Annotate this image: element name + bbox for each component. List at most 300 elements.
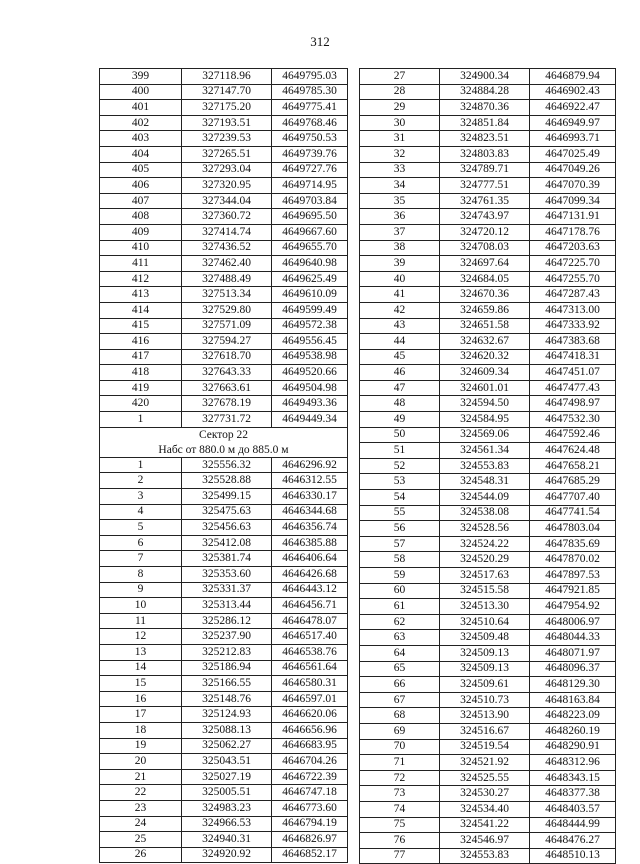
sector-subtitle: Набс от 880.0 м до 885.0 м [100, 442, 348, 457]
point-number: 6 [100, 535, 182, 551]
coordinate-x: 324520.29 [440, 552, 530, 568]
table-row [100, 567, 348, 583]
coordinate-y: 4646443.12 [272, 582, 348, 598]
table-row [100, 100, 348, 116]
coordinate-x: 324548.31 [440, 474, 530, 490]
point-number: 19 [100, 738, 182, 754]
coordinate-x: 324983.23 [182, 800, 272, 816]
coordinate-x: 327118.96 [182, 69, 272, 85]
table-row [360, 365, 616, 381]
table-row [100, 473, 348, 489]
table-row [100, 84, 348, 100]
coordinate-x: 324632.67 [440, 334, 530, 350]
table-row [360, 723, 616, 739]
point-number: 418 [100, 365, 182, 381]
point-number: 64 [360, 645, 440, 661]
point-number: 73 [360, 786, 440, 802]
coordinate-y: 4648403.57 [530, 801, 616, 817]
coordinate-x: 325005.51 [182, 785, 272, 801]
coordinate-y: 4649640.98 [272, 256, 348, 272]
point-number: 420 [100, 396, 182, 412]
coordinate-x: 324541.22 [440, 817, 530, 833]
table-row [100, 644, 348, 660]
coordinate-y: 4647049.26 [530, 162, 616, 178]
point-number: 77 [360, 848, 440, 864]
point-number: 32 [360, 146, 440, 162]
point-number: 41 [360, 287, 440, 303]
point-number: 25 [100, 832, 182, 848]
coordinate-y: 4649695.50 [272, 209, 348, 225]
point-number: 44 [360, 334, 440, 350]
coordinate-x: 324509.13 [440, 645, 530, 661]
coordinate-x: 327265.51 [182, 146, 272, 162]
table-row [100, 613, 348, 629]
coordinate-y: 4649739.76 [272, 146, 348, 162]
coordinate-x: 324601.01 [440, 380, 530, 396]
coordinate-y: 4649610.09 [272, 287, 348, 303]
point-number: 7 [100, 551, 182, 567]
coordinate-y: 4649504.98 [272, 380, 348, 396]
coordinate-x: 324659.86 [440, 302, 530, 318]
coordinate-x: 324743.97 [440, 209, 530, 225]
table-row [100, 334, 348, 350]
coordinate-x: 324620.32 [440, 349, 530, 365]
coordinate-y: 4647897.53 [530, 568, 616, 584]
coordinate-y: 4648129.30 [530, 677, 616, 693]
table-row [100, 115, 348, 131]
coordinate-y: 4647203.63 [530, 240, 616, 256]
coordinate-x: 324516.67 [440, 723, 530, 739]
point-number: 54 [360, 490, 440, 506]
table-row [360, 614, 616, 630]
point-number: 76 [360, 833, 440, 849]
coordinate-y: 4647178.76 [530, 224, 616, 240]
table-row [100, 240, 348, 256]
coordinate-x: 325237.90 [182, 629, 272, 645]
coordinate-x: 327529.80 [182, 302, 272, 318]
table-row [100, 131, 348, 147]
table-row [100, 738, 348, 754]
coordinate-y: 4646356.74 [272, 520, 348, 536]
point-number: 50 [360, 427, 440, 443]
coordinate-x: 324940.31 [182, 832, 272, 848]
coordinate-y: 4648096.37 [530, 661, 616, 677]
point-number: 42 [360, 302, 440, 318]
point-number: 46 [360, 365, 440, 381]
coordinate-x: 327239.53 [182, 131, 272, 147]
table-row [100, 193, 348, 209]
coordinate-x: 327320.95 [182, 178, 272, 194]
table-row [100, 412, 348, 428]
coordinate-y: 4648476.27 [530, 833, 616, 849]
coordinate-y: 4646704.26 [272, 754, 348, 770]
table-row [360, 334, 616, 350]
point-number: 45 [360, 349, 440, 365]
table-row [360, 801, 616, 817]
coordinate-y: 4648312.96 [530, 755, 616, 771]
coordinate-y: 4646312.55 [272, 473, 348, 489]
point-number: 402 [100, 115, 182, 131]
coordinate-y: 4649775.41 [272, 100, 348, 116]
point-number: 401 [100, 100, 182, 116]
coordinate-x: 327643.33 [182, 365, 272, 381]
coordinate-x: 324509.61 [440, 677, 530, 693]
coordinate-y: 4647707.40 [530, 490, 616, 506]
table-row [100, 287, 348, 303]
point-number: 403 [100, 131, 182, 147]
point-number: 36 [360, 209, 440, 225]
coordinate-x: 324530.27 [440, 786, 530, 802]
coordinate-y: 4646879.94 [530, 69, 616, 85]
point-number: 20 [100, 754, 182, 770]
point-number: 38 [360, 240, 440, 256]
coordinate-y: 4646426.68 [272, 567, 348, 583]
table-row [100, 520, 348, 536]
point-number: 58 [360, 552, 440, 568]
point-number: 40 [360, 271, 440, 287]
coordinate-x: 324553.83 [440, 458, 530, 474]
coordinate-y: 4649625.49 [272, 271, 348, 287]
table-row [100, 380, 348, 396]
point-number: 11 [100, 613, 182, 629]
table-row [360, 645, 616, 661]
point-number: 26 [100, 847, 182, 863]
coordinate-y: 4648444.99 [530, 817, 616, 833]
table-row [360, 224, 616, 240]
table-row [360, 583, 616, 599]
coordinate-y: 4649655.70 [272, 240, 348, 256]
table-row [100, 69, 348, 85]
coordinate-x: 324510.73 [440, 692, 530, 708]
coordinate-x: 325148.76 [182, 691, 272, 707]
coordinate-y: 4646580.31 [272, 676, 348, 692]
table-row [360, 178, 616, 194]
point-number: 16 [100, 691, 182, 707]
table-row [360, 770, 616, 786]
coordinate-x: 324920.92 [182, 847, 272, 863]
point-number: 27 [360, 69, 440, 85]
coordinate-x: 324509.13 [440, 661, 530, 677]
table-row [100, 691, 348, 707]
coordinate-y: 4648223.09 [530, 708, 616, 724]
table-row [360, 786, 616, 802]
point-number: 414 [100, 302, 182, 318]
coordinate-y: 4648163.84 [530, 692, 616, 708]
table-row [100, 598, 348, 614]
table-row [100, 146, 348, 162]
point-number: 15 [100, 676, 182, 692]
table-row [100, 489, 348, 505]
point-number: 24 [100, 816, 182, 832]
coordinate-x: 325381.74 [182, 551, 272, 567]
table-row [360, 739, 616, 755]
coordinate-y: 4647921.85 [530, 583, 616, 599]
point-number: 48 [360, 396, 440, 412]
table-row [100, 271, 348, 287]
coordinate-y: 4649520.66 [272, 365, 348, 381]
coordinate-x: 325353.60 [182, 567, 272, 583]
table-row [360, 443, 616, 459]
point-number: 23 [100, 800, 182, 816]
table-row [360, 817, 616, 833]
coordinate-y: 4646656.96 [272, 722, 348, 738]
point-number: 2 [100, 473, 182, 489]
coordinate-x: 324789.71 [440, 162, 530, 178]
right-table-rows [360, 69, 616, 864]
coordinate-x: 324544.09 [440, 490, 530, 506]
coordinate-x: 324510.64 [440, 614, 530, 630]
table-row [360, 552, 616, 568]
point-number: 419 [100, 380, 182, 396]
coordinate-x: 327678.19 [182, 396, 272, 412]
table-row [360, 131, 616, 147]
point-number: 60 [360, 583, 440, 599]
point-number: 37 [360, 224, 440, 240]
table-row [100, 318, 348, 334]
coordinate-y: 4649703.84 [272, 193, 348, 209]
table-row [360, 209, 616, 225]
sector-title-row [100, 427, 348, 442]
coordinate-x: 327663.61 [182, 380, 272, 396]
coordinate-x: 324900.34 [440, 69, 530, 85]
coordinate-x: 324517.63 [440, 568, 530, 584]
coordinate-x: 327175.20 [182, 100, 272, 116]
coordinate-x: 324851.84 [440, 115, 530, 131]
point-number: 59 [360, 568, 440, 584]
coordinate-y: 4646747.18 [272, 785, 348, 801]
table-row [100, 722, 348, 738]
point-number: 35 [360, 193, 440, 209]
point-number: 47 [360, 380, 440, 396]
point-number: 69 [360, 723, 440, 739]
coordinate-x: 324594.50 [440, 396, 530, 412]
coordinate-x: 327193.51 [182, 115, 272, 131]
coordinate-y: 4646993.71 [530, 131, 616, 147]
coordinate-y: 4649493.36 [272, 396, 348, 412]
table-row [360, 380, 616, 396]
coordinate-x: 327360.72 [182, 209, 272, 225]
point-number: 10 [100, 598, 182, 614]
table-row [100, 832, 348, 848]
coordinate-x: 324777.51 [440, 178, 530, 194]
coordinate-y: 4646538.76 [272, 644, 348, 660]
point-number: 56 [360, 521, 440, 537]
sector-subtitle-row [100, 442, 348, 457]
coordinate-x: 324524.22 [440, 536, 530, 552]
table-row [360, 490, 616, 506]
coordinate-y: 4646561.64 [272, 660, 348, 676]
point-number: 39 [360, 256, 440, 272]
table-row [100, 224, 348, 240]
table-row [100, 847, 348, 863]
point-number: 4 [100, 504, 182, 520]
coordinate-x: 324521.92 [440, 755, 530, 771]
table-row [360, 677, 616, 693]
coordinate-y: 4649538.98 [272, 349, 348, 365]
coordinate-y: 4647835.69 [530, 536, 616, 552]
coordinate-y: 4649768.46 [272, 115, 348, 131]
point-number: 71 [360, 755, 440, 771]
coordinate-x: 325331.37 [182, 582, 272, 598]
coordinate-x: 324870.36 [440, 100, 530, 116]
table-row [100, 365, 348, 381]
coordinate-y: 4647741.54 [530, 505, 616, 521]
coordinate-x: 324966.53 [182, 816, 272, 832]
table-row [100, 676, 348, 692]
coordinate-y: 4648343.15 [530, 770, 616, 786]
table-row [100, 629, 348, 645]
coordinate-x: 325166.55 [182, 676, 272, 692]
coordinate-x: 325313.44 [182, 598, 272, 614]
coordinate-y: 4646296.92 [272, 457, 348, 473]
point-number: 5 [100, 520, 182, 536]
table-row [100, 754, 348, 770]
point-number: 28 [360, 84, 440, 100]
table-row [100, 816, 348, 832]
table-row [360, 412, 616, 428]
page-number: 312 [310, 34, 330, 49]
coordinate-x: 325043.51 [182, 754, 272, 770]
coordinates-table-right [359, 68, 616, 864]
coordinate-y: 4647099.34 [530, 193, 616, 209]
coordinate-x: 324513.90 [440, 708, 530, 724]
point-number: 52 [360, 458, 440, 474]
table-row [100, 504, 348, 520]
coordinate-y: 4649714.95 [272, 178, 348, 194]
table-row [360, 240, 616, 256]
coordinate-y: 4647333.92 [530, 318, 616, 334]
coordinate-x: 324553.83 [440, 848, 530, 864]
coordinate-y: 4649667.60 [272, 224, 348, 240]
coordinate-x: 327436.52 [182, 240, 272, 256]
coordinate-y: 4649795.03 [272, 69, 348, 85]
coordinate-y: 4647532.30 [530, 412, 616, 428]
table-row [360, 630, 616, 646]
point-number: 17 [100, 707, 182, 723]
point-number: 404 [100, 146, 182, 162]
coordinate-x: 325412.08 [182, 535, 272, 551]
coordinate-y: 4646949.97 [530, 115, 616, 131]
coordinate-x: 325286.12 [182, 613, 272, 629]
table-row [100, 256, 348, 272]
point-number: 68 [360, 708, 440, 724]
coordinate-y: 4649785.30 [272, 84, 348, 100]
table-row [360, 848, 616, 864]
table-row [100, 535, 348, 551]
coordinate-y: 4649599.49 [272, 302, 348, 318]
coordinate-x: 324823.51 [440, 131, 530, 147]
coordinate-x: 324513.30 [440, 599, 530, 615]
coordinate-x: 325475.63 [182, 504, 272, 520]
coordinate-y: 4646773.60 [272, 800, 348, 816]
table-row [100, 551, 348, 567]
coordinate-x: 325088.13 [182, 722, 272, 738]
table-row [100, 178, 348, 194]
table-row [100, 769, 348, 785]
coordinate-y: 4647131.91 [530, 209, 616, 225]
coordinate-x: 325556.32 [182, 457, 272, 473]
point-number: 34 [360, 178, 440, 194]
table-row [360, 302, 616, 318]
point-number: 408 [100, 209, 182, 225]
coordinate-y: 4648044.33 [530, 630, 616, 646]
coordinate-x: 327147.70 [182, 84, 272, 100]
left-table-rows-bottom [100, 457, 348, 862]
coordinate-y: 4647624.48 [530, 443, 616, 459]
coordinate-x: 327618.70 [182, 349, 272, 365]
table-row [100, 660, 348, 676]
coordinate-x: 324651.58 [440, 318, 530, 334]
coordinate-y: 4648006.97 [530, 614, 616, 630]
table-row [360, 568, 616, 584]
coordinate-y: 4646922.47 [530, 100, 616, 116]
coordinate-y: 4647498.97 [530, 396, 616, 412]
coordinate-x: 324884.28 [440, 84, 530, 100]
table-row [360, 84, 616, 100]
coordinate-x: 327344.04 [182, 193, 272, 209]
point-number: 61 [360, 599, 440, 615]
coordinate-y: 4647025.49 [530, 146, 616, 162]
coordinate-x: 327594.27 [182, 334, 272, 350]
table-row [100, 457, 348, 473]
coordinate-x: 327731.72 [182, 412, 272, 428]
table-row [360, 427, 616, 443]
point-number: 416 [100, 334, 182, 350]
coordinate-x: 324515.58 [440, 583, 530, 599]
point-number: 1 [100, 457, 182, 473]
point-number: 51 [360, 443, 440, 459]
coordinate-y: 4646826.97 [272, 832, 348, 848]
point-number: 67 [360, 692, 440, 708]
coordinate-y: 4649750.53 [272, 131, 348, 147]
coordinate-x: 327414.74 [182, 224, 272, 240]
point-number: 411 [100, 256, 182, 272]
point-number: 3 [100, 489, 182, 505]
coordinate-y: 4646683.95 [272, 738, 348, 754]
table-row [100, 800, 348, 816]
sector-title: Сектор 22 [100, 427, 348, 442]
point-number: 55 [360, 505, 440, 521]
point-number: 12 [100, 629, 182, 645]
point-number: 72 [360, 770, 440, 786]
coordinate-x: 324720.12 [440, 224, 530, 240]
point-number: 70 [360, 739, 440, 755]
coordinate-x: 324761.35 [440, 193, 530, 209]
coordinate-x: 324509.48 [440, 630, 530, 646]
coordinate-x: 324569.06 [440, 427, 530, 443]
coordinate-y: 4647870.02 [530, 552, 616, 568]
table-row [360, 287, 616, 303]
point-number: 9 [100, 582, 182, 598]
coordinate-y: 4646902.43 [530, 84, 616, 100]
table-row [360, 708, 616, 724]
coordinate-y: 4648260.19 [530, 723, 616, 739]
point-number: 407 [100, 193, 182, 209]
coordinate-y: 4646620.06 [272, 707, 348, 723]
coordinate-x: 325528.88 [182, 473, 272, 489]
point-number: 30 [360, 115, 440, 131]
coordinate-y: 4647685.29 [530, 474, 616, 490]
coordinate-y: 4648290.91 [530, 739, 616, 755]
point-number: 18 [100, 722, 182, 738]
point-number: 413 [100, 287, 182, 303]
point-number: 53 [360, 474, 440, 490]
table-row [100, 162, 348, 178]
coordinate-x: 324525.55 [440, 770, 530, 786]
coordinate-x: 327571.09 [182, 318, 272, 334]
coordinate-x: 327293.04 [182, 162, 272, 178]
table-row [100, 707, 348, 723]
